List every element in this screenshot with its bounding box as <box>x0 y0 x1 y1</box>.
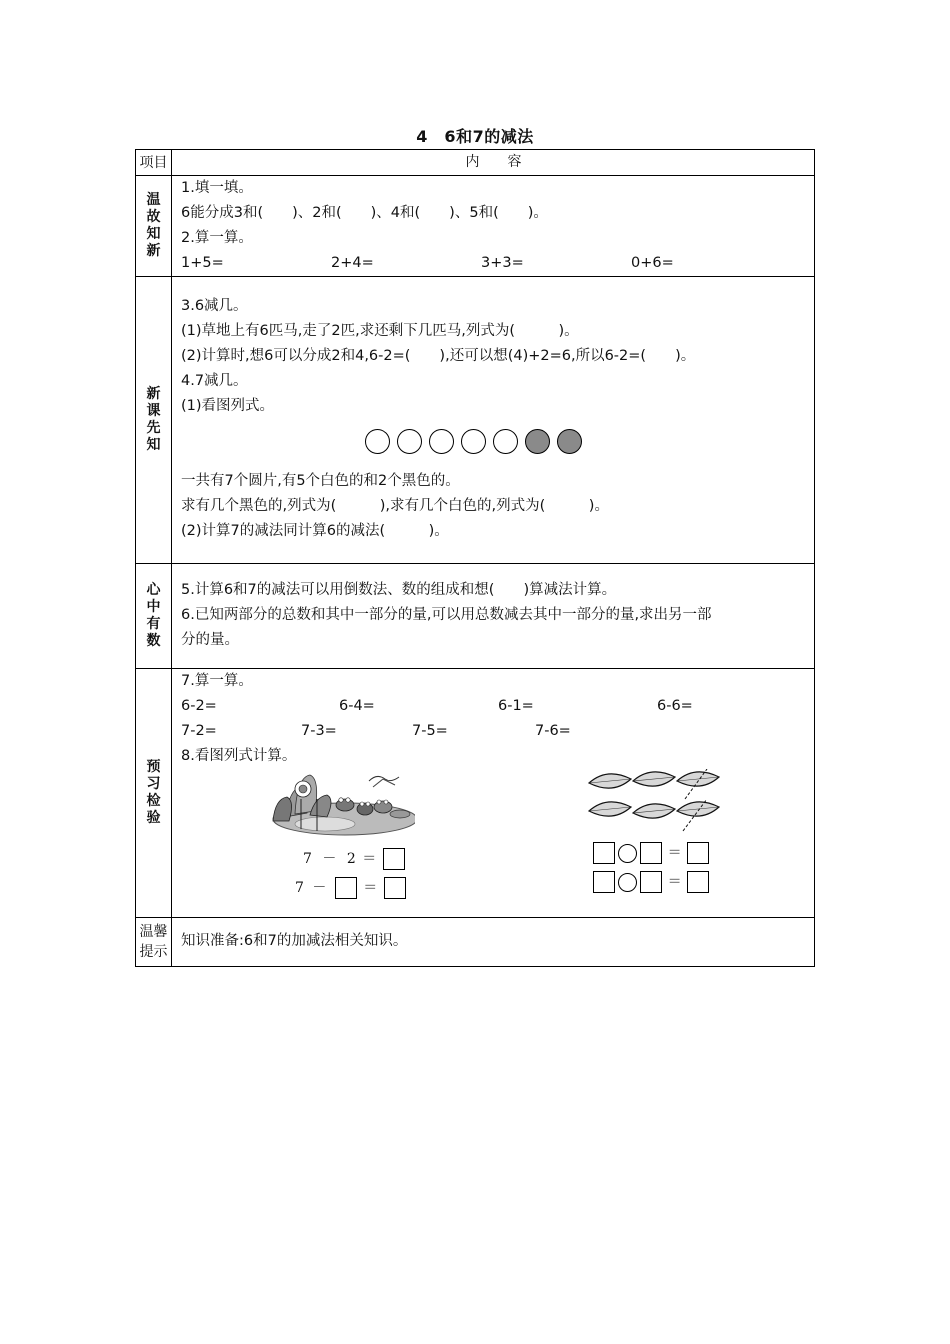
section-review-label-text: 温故知新 <box>146 192 161 259</box>
answer-box[interactable] <box>640 842 662 864</box>
leaves-icon <box>585 769 735 833</box>
q7-item: 7-2= <box>181 723 217 739</box>
q3-title: 3.6减几。 <box>181 298 248 314</box>
worksheet-table <box>135 149 815 967</box>
q1-title: 1.填一填。 <box>181 180 253 196</box>
q4-part2: (2)计算7的减法同计算6的减法( )。 <box>181 523 449 539</box>
section-tip-label-text: 温馨提示 <box>139 924 168 960</box>
section-tip-content <box>172 918 815 967</box>
section-tip-label <box>136 918 172 967</box>
page-title: 4 6和7的减法 <box>416 127 534 146</box>
q7-row2 <box>181 719 806 744</box>
section-check <box>136 669 815 918</box>
leaves-figure <box>585 769 755 893</box>
q8-figures <box>181 769 806 904</box>
section-review <box>136 176 815 277</box>
q7-item: 6-6= <box>657 698 693 714</box>
answer-box[interactable] <box>335 877 357 899</box>
answer-box[interactable] <box>383 848 405 870</box>
section-new-label-text: 新课先知 <box>146 386 161 453</box>
section-check-label-text: 预习检验 <box>146 759 161 826</box>
q3-part2: (2)计算时,想6可以分成2和4,6-2=( ),还可以想(4)+2=6,所以6-2=( )。 <box>181 348 696 364</box>
q5-text: 5.计算6和7的减法可以用倒数法、数的组成和想( )算减法计算。 <box>181 582 617 598</box>
frog-equation-2 <box>295 877 425 899</box>
q2-item: 2+4= <box>331 255 374 271</box>
section-new <box>136 277 815 564</box>
section-check-content <box>172 669 815 918</box>
q8-title: 8.看图列式计算。 <box>181 748 297 764</box>
section-review-content <box>172 176 815 277</box>
q4-title: 4.7减几。 <box>181 373 248 389</box>
answer-box[interactable] <box>687 871 709 893</box>
q4-question: 求有几个黑色的,列式为( ),求有几个白色的,列式为( )。 <box>181 498 609 514</box>
white-circle-icon <box>397 429 422 454</box>
gray-circle-icon <box>525 429 550 454</box>
gray-circle-icon <box>557 429 582 454</box>
frog-equation-1 <box>303 848 425 870</box>
q2-item: 3+3= <box>481 255 524 271</box>
q2-item: 0+6= <box>631 255 674 271</box>
q1-text: 6能分成3和( )、2和( )、4和( )、5和( )。 <box>181 205 548 221</box>
q3-part1: (1)草地上有6匹马,走了2匹,求还剩下几匹马,列式为( )。 <box>181 323 579 339</box>
header-item: 项目 <box>136 150 172 176</box>
q7-item: 7-6= <box>535 723 571 739</box>
white-circle-icon <box>461 429 486 454</box>
eq1-equals: ＝ <box>362 851 377 867</box>
section-mind-label <box>136 564 172 669</box>
q6-text-line1: 6.已知两部分的总数和其中一部分的量,可以用总数减去其中一部分的量,求出另一部 <box>181 607 712 623</box>
q2-title: 2.算一算。 <box>181 230 253 246</box>
header-content-label: 内 容 <box>465 154 522 170</box>
section-mind-label-text: 心中有数 <box>146 582 161 649</box>
leaves-equation-2 <box>593 871 755 893</box>
tip-text: 知识准备:6和7的加减法相关知识。 <box>181 933 408 949</box>
q7-item: 6-1= <box>498 698 534 714</box>
white-circle-icon <box>365 429 390 454</box>
eq2-equals: ＝ <box>363 880 378 896</box>
section-new-content <box>172 277 815 564</box>
q4-part1: (1)看图列式。 <box>181 398 275 414</box>
leaves-eq1-equals: ＝ <box>667 845 682 861</box>
section-mind-content <box>172 564 815 669</box>
white-circle-icon <box>429 429 454 454</box>
q2-item: 1+5= <box>181 255 224 271</box>
answer-box[interactable] <box>593 842 615 864</box>
q6-text-line2: 分的量。 <box>181 632 239 648</box>
q7-item: 7-3= <box>301 723 337 739</box>
header-content <box>172 150 815 176</box>
answer-box[interactable] <box>384 877 406 899</box>
eq1-operator: － <box>322 851 337 867</box>
leaves-eq2-equals: ＝ <box>667 874 682 890</box>
eq1-minuend: 7 <box>303 851 312 867</box>
q7-title: 7.算一算。 <box>181 673 253 689</box>
operator-circle[interactable] <box>618 844 637 863</box>
section-check-label <box>136 669 172 918</box>
answer-box[interactable] <box>687 842 709 864</box>
white-circle-icon <box>493 429 518 454</box>
q2-row <box>181 251 806 276</box>
q7-row1 <box>181 694 806 719</box>
leaves-equation-1 <box>593 842 755 864</box>
section-tip <box>136 918 815 967</box>
frog-pond-icon <box>265 769 415 839</box>
eq1-subtrahend: 2 <box>346 851 356 867</box>
eq2-operator: － <box>312 880 327 896</box>
answer-box[interactable] <box>593 871 615 893</box>
answer-box[interactable] <box>640 871 662 893</box>
operator-circle[interactable] <box>618 873 637 892</box>
header-row <box>136 150 815 176</box>
section-review-label <box>136 176 172 277</box>
frog-pond-figure <box>265 769 425 899</box>
q4-description: 一共有7个圆片,有5个白色的和2个黑色的。 <box>181 473 460 489</box>
section-mind <box>136 564 815 669</box>
eq2-minuend: 7 <box>295 880 304 896</box>
circle-figure <box>141 419 806 463</box>
q7-item: 6-2= <box>181 698 217 714</box>
q7-item: 6-4= <box>339 698 375 714</box>
q7-item: 7-5= <box>412 723 448 739</box>
